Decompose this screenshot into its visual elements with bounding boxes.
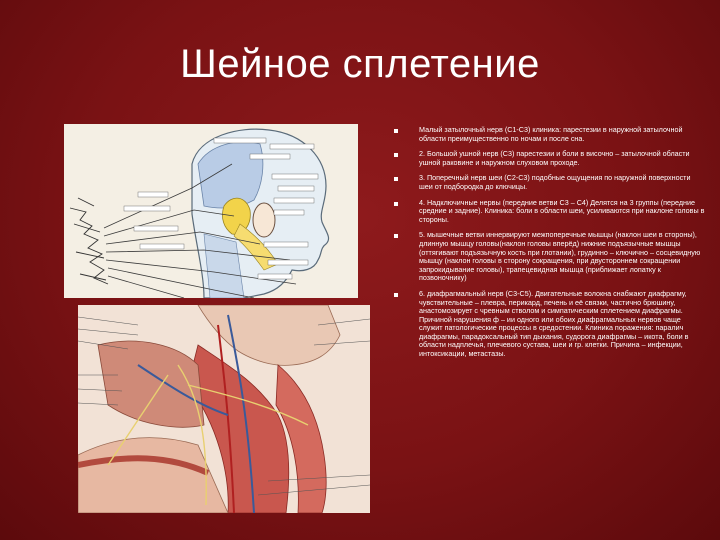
bullet-item <box>388 231 706 283</box>
bullet-text: 2. Большой ушной нерв (С3) парестезии и боли в височно – затылочной области ушной раковине и наружном слуховом проходе. <box>419 149 690 167</box>
slide-title: Шейное сплетение <box>180 42 540 86</box>
bullet-item <box>388 150 706 167</box>
bullet-item <box>388 290 706 359</box>
bullet-text: 3. Поперечный нерв шеи (С2-С3) подобные ощущения по наружной поверхности шеи от подбородка до ключицы. <box>419 173 691 191</box>
bullet-text: Малый затылочный нерв (С1-С3) клиника: парестезии в наружной затылочной области преимущественно по ночам и после сна. <box>419 125 683 143</box>
bullet-item <box>388 174 706 191</box>
bullet-text: 6. диафрагмальный нерв (С3-С5). Двигательные волокна снабжают диафрагму, чувствительные – плевра, перикард, печень и её связки, частично брюшину, анастомозирует с чревным стволом и симпатическим сплетением диафрагмы. Причиной нарушения ф – ии одного или обоих диафрагмальных нервов чаще служит патологические процессы в средостении. Клиника поражения: паралич диафрагмы, парадоксальный тип дыхания, судорога диафрагмы – икота, боли в области надплечья, плечевого сустава, шеи и гр. клетки. Причина – инфекции, интоксикации, метастазы. <box>419 288 689 359</box>
bullet-square-icon <box>394 177 398 181</box>
bullet-list <box>388 126 706 366</box>
bullet-square-icon <box>394 153 398 157</box>
neck-anatomy-illustration <box>78 305 370 513</box>
bullet-square-icon <box>394 234 398 238</box>
bullet-item <box>388 199 706 225</box>
cervical-plexus-diagram <box>64 124 358 298</box>
anatomy-drawing <box>78 305 370 513</box>
bullet-item <box>388 126 706 143</box>
bullet-text: 5. мышечные ветви иннервируют межпоперечные мышцы (наклон шеи в стороны), длинную мышцу головы(наклон головы вперёд) нижние подъязычные мышцы (оттягивают подъязычную кость при глотании), грудинно – ключично – сосцевидную мышцу (наклон головы в сторону сокращения, при двустороннем сокращении запрокидывание головы), трапецевидная мышца (приближает лопатку к позвоночнику) <box>419 230 701 283</box>
bullet-square-icon <box>394 129 398 133</box>
bullet-square-icon <box>394 293 398 297</box>
diagram-drawing <box>64 124 358 298</box>
bullet-text: 4. Надключичные нервы (передние ветви С3 – С4) Делятся на 3 группы (передние средние и задние). Клиника: боли в области шеи, усиливаются при наклоне головы в стороны. <box>419 197 705 224</box>
bullet-square-icon <box>394 202 398 206</box>
